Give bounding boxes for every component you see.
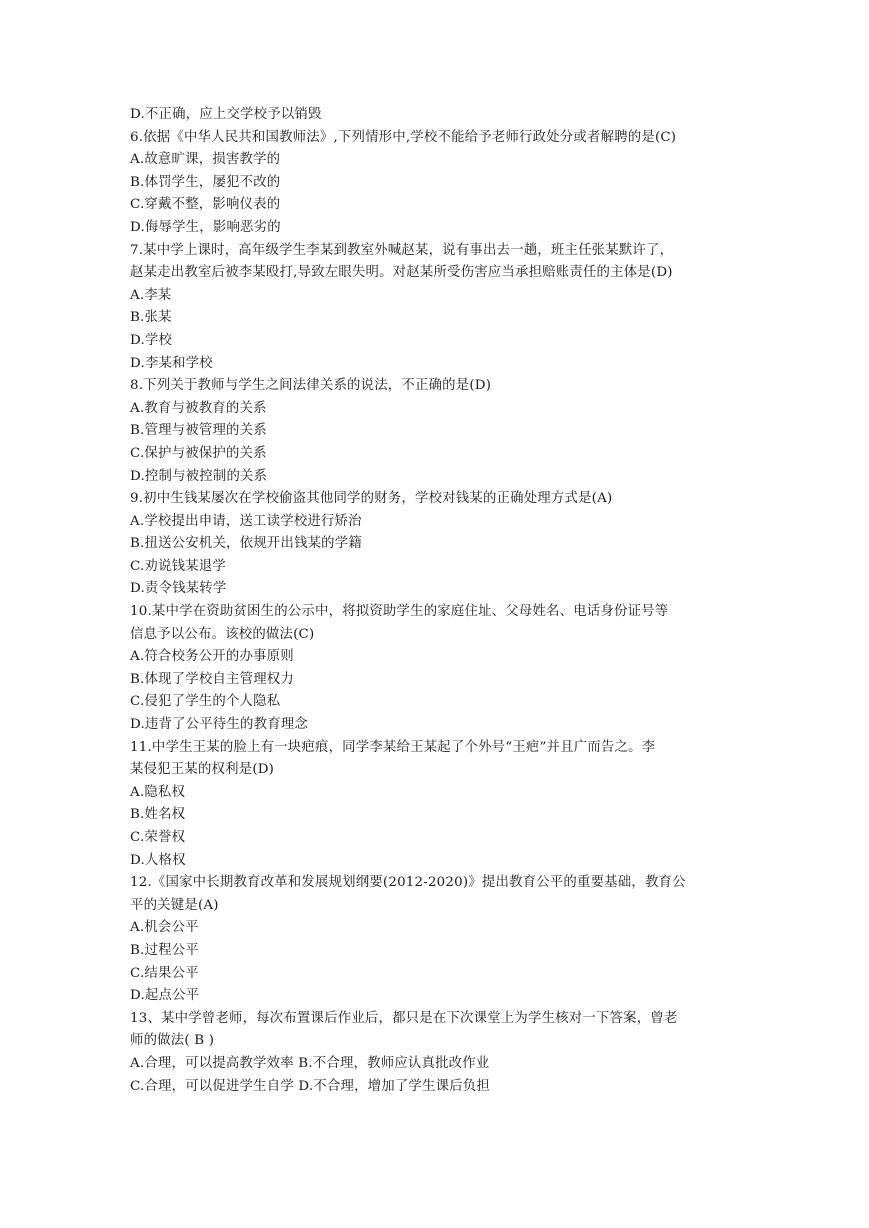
- option-line: C.穿戴不整，影响仪表的: [130, 197, 281, 213]
- question-7-stem: 7.某中学上课时，高年级学生李某到教室外喊赵某，说有事出去一趟，班主任张某默许了，: [130, 242, 674, 258]
- option-line: A.机会公平: [130, 920, 199, 936]
- question-11-stem: 11.中学生王某的脸上有一块疤痕，同学李某给王某起了个外号“王疤”并且广而告之。李: [130, 739, 656, 755]
- option-line: A.隐私权: [130, 784, 186, 800]
- option-line: A.教育与被教育的关系: [130, 400, 267, 416]
- option-line: B.体现了学校自主管理权力: [130, 671, 294, 687]
- option-line: B.姓名权: [130, 807, 186, 823]
- question-10-stem: 10.某中学在资助贫困生的公示中，将拟资助学生的家庭住址、父母姓名、电话身份证号等: [130, 604, 669, 620]
- option-line: C.劝说钱某退学: [130, 558, 226, 574]
- option-line: D.控制与被控制的关系: [130, 468, 268, 484]
- option-line: C.侵犯了学生的个人隐私: [130, 694, 281, 710]
- option-line: B.体罚学生，屡犯不改的: [130, 174, 281, 190]
- option-line: C.保护与被保护的关系: [130, 445, 267, 461]
- question-9-stem: 9.初中生钱某屡次在学校偷盗其他同学的财务，学校对钱某的正确处理方式是(A): [130, 491, 613, 507]
- question-12-stem-cont: 平的关键是(A): [130, 897, 219, 913]
- option-line: A.学校提出申请，送工读学校进行矫治: [130, 513, 362, 529]
- option-line: C.合理，可以促进学生自学 D.不合理，增加了学生课后负担: [130, 1078, 490, 1094]
- option-line: C.荣誉权: [130, 830, 186, 845]
- question-10-stem-cont: 信息予以公布。该校的做法(C): [130, 626, 315, 642]
- text-line: D.不正确，应上交学校予以销毁: [130, 107, 322, 122]
- option-line: B.管理与被管理的关系: [130, 423, 267, 439]
- question-13-stem-cont: 师的做法( B ): [130, 1033, 215, 1049]
- question-8-stem: 8.下列关于教师与学生之间法律关系的说法，不正确的是(D): [130, 378, 492, 394]
- option-line: D.李某和学校: [130, 355, 213, 371]
- option-line: D.违背了公平待生的教育理念: [130, 717, 309, 733]
- option-line: D.责令钱某转学: [130, 581, 227, 597]
- option-line: D.人格权: [130, 852, 186, 868]
- option-line: D.学校: [130, 332, 173, 348]
- option-line: D.起点公平: [130, 988, 200, 1004]
- document-page: [130, 104, 742, 1098]
- option-line: A.李某: [130, 287, 172, 303]
- option-line: B.过程公平: [130, 942, 199, 958]
- question-7-stem-cont: 赵某走出教室后被李某殴打,导致左眼失明。对赵某所受伤害应当承担赔账责任的主体是(D): [130, 265, 673, 281]
- option-line: A.符合校务公开的办事原则: [130, 649, 294, 665]
- option-line: B.张某: [130, 310, 172, 326]
- option-line: B.扭送公安机关，依规开出钱某的学籍: [130, 536, 362, 552]
- question-6-stem: 6.依据《中华人民共和国教师法》,下列情形中,学校不能给予老师行政处分或者解聘的是(C): [130, 129, 677, 145]
- question-13-stem: 13、某中学曾老师，每次布置课后作业后，都只是在下次课堂上为学生核对一下答案，曾老: [130, 1010, 678, 1026]
- question-12-stem: 12.《国家中长期教育改革和发展规划纲要(2012-2020)》提出教育公平的重要基础，教育公: [130, 875, 686, 891]
- option-line: C.结果公平: [130, 965, 199, 981]
- option-line: A.合理，可以提高教学效率 B.不合理，教师应认真批改作业: [130, 1055, 490, 1071]
- option-line: D.侮辱学生，影响恶劣的: [130, 219, 281, 235]
- question-11-stem-cont: 某侵犯王某的权利是(D): [130, 762, 275, 778]
- option-line: A.故意旷课，损害教学的: [130, 152, 281, 168]
